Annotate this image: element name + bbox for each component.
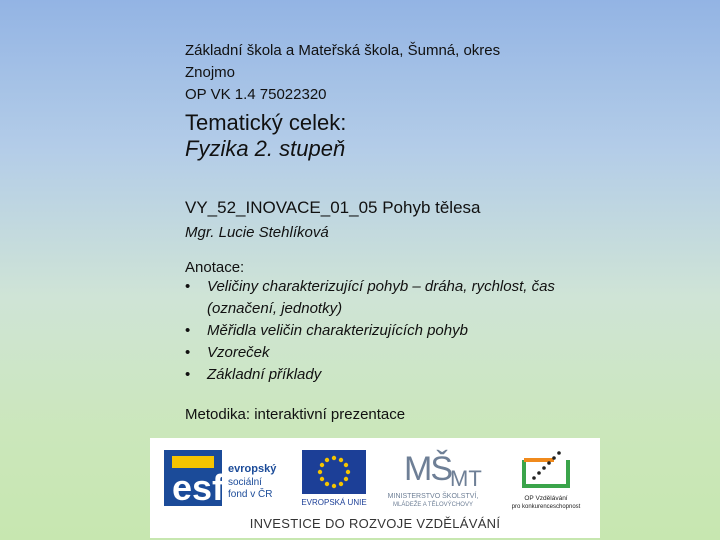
list-item: • Vzoreček xyxy=(185,342,565,364)
op-dots xyxy=(532,451,561,480)
esf-logo xyxy=(164,450,277,508)
school-line-2: Znojmo xyxy=(185,64,236,81)
logo-banner xyxy=(150,438,600,538)
bullet-icon: • xyxy=(185,278,191,295)
theme-subtitle: Fyzika 2. stupeň xyxy=(185,136,346,161)
methodology: Metodika: interaktivní prezentace xyxy=(185,406,406,423)
annotation-heading: Anotace: xyxy=(185,259,245,276)
esf-line-2: sociální xyxy=(228,477,262,488)
esf-line-1: evropský xyxy=(228,463,277,475)
eu-label: EVROPSKÁ UNIE xyxy=(301,498,367,507)
author-name: Mgr. Lucie Stehlíková xyxy=(185,224,329,241)
bullet-icon: • xyxy=(185,344,191,361)
list-item: • Základní příklady xyxy=(185,364,565,386)
esf-letters: esf xyxy=(172,467,225,508)
op-line-2: pro konkurenceschopnost xyxy=(511,504,581,510)
esf-line-3: fond v ČR xyxy=(228,489,273,500)
title-slide xyxy=(185,40,565,423)
op-line-1: OP Vzdělávání xyxy=(524,495,568,502)
list-item: • Měřidla veličin charakterizujících pohyb xyxy=(185,320,565,342)
theme-title: Tematický celek: xyxy=(185,110,347,135)
eu-logo xyxy=(301,450,366,507)
list-item: • Veličiny charakterizující pohyb – dráha, rychlost, čas (označení, jednotky) xyxy=(185,278,555,317)
bullet-icon: • xyxy=(185,366,191,383)
msmt-monogram: MŠ xyxy=(404,450,451,488)
material-code: VY_52_INOVACE_01_05 Pohyb tělesa xyxy=(185,198,481,217)
op-vk-logo xyxy=(512,451,581,510)
theme-block xyxy=(185,110,565,162)
msmt-line-2: MLÁDEŽE A TĚLOVÝCHOVY xyxy=(393,502,473,508)
investment-footer: INVESTICE DO ROZVOJE VZDĚLÁVÁNÍ xyxy=(249,516,501,531)
op-green-frame xyxy=(524,460,568,486)
msmt-monogram-2: MT xyxy=(450,466,482,491)
school-line-1: Základní škola a Mateřská škola, Šumná, okres xyxy=(185,42,501,59)
program-code: OP VK 1.4 75022320 xyxy=(185,86,327,103)
msmt-logo xyxy=(388,450,482,508)
annotation-list xyxy=(185,276,565,386)
bullet-icon: • xyxy=(185,322,191,339)
msmt-line-1: MINISTERSTVO ŠKOLSTVÍ, xyxy=(387,493,479,500)
